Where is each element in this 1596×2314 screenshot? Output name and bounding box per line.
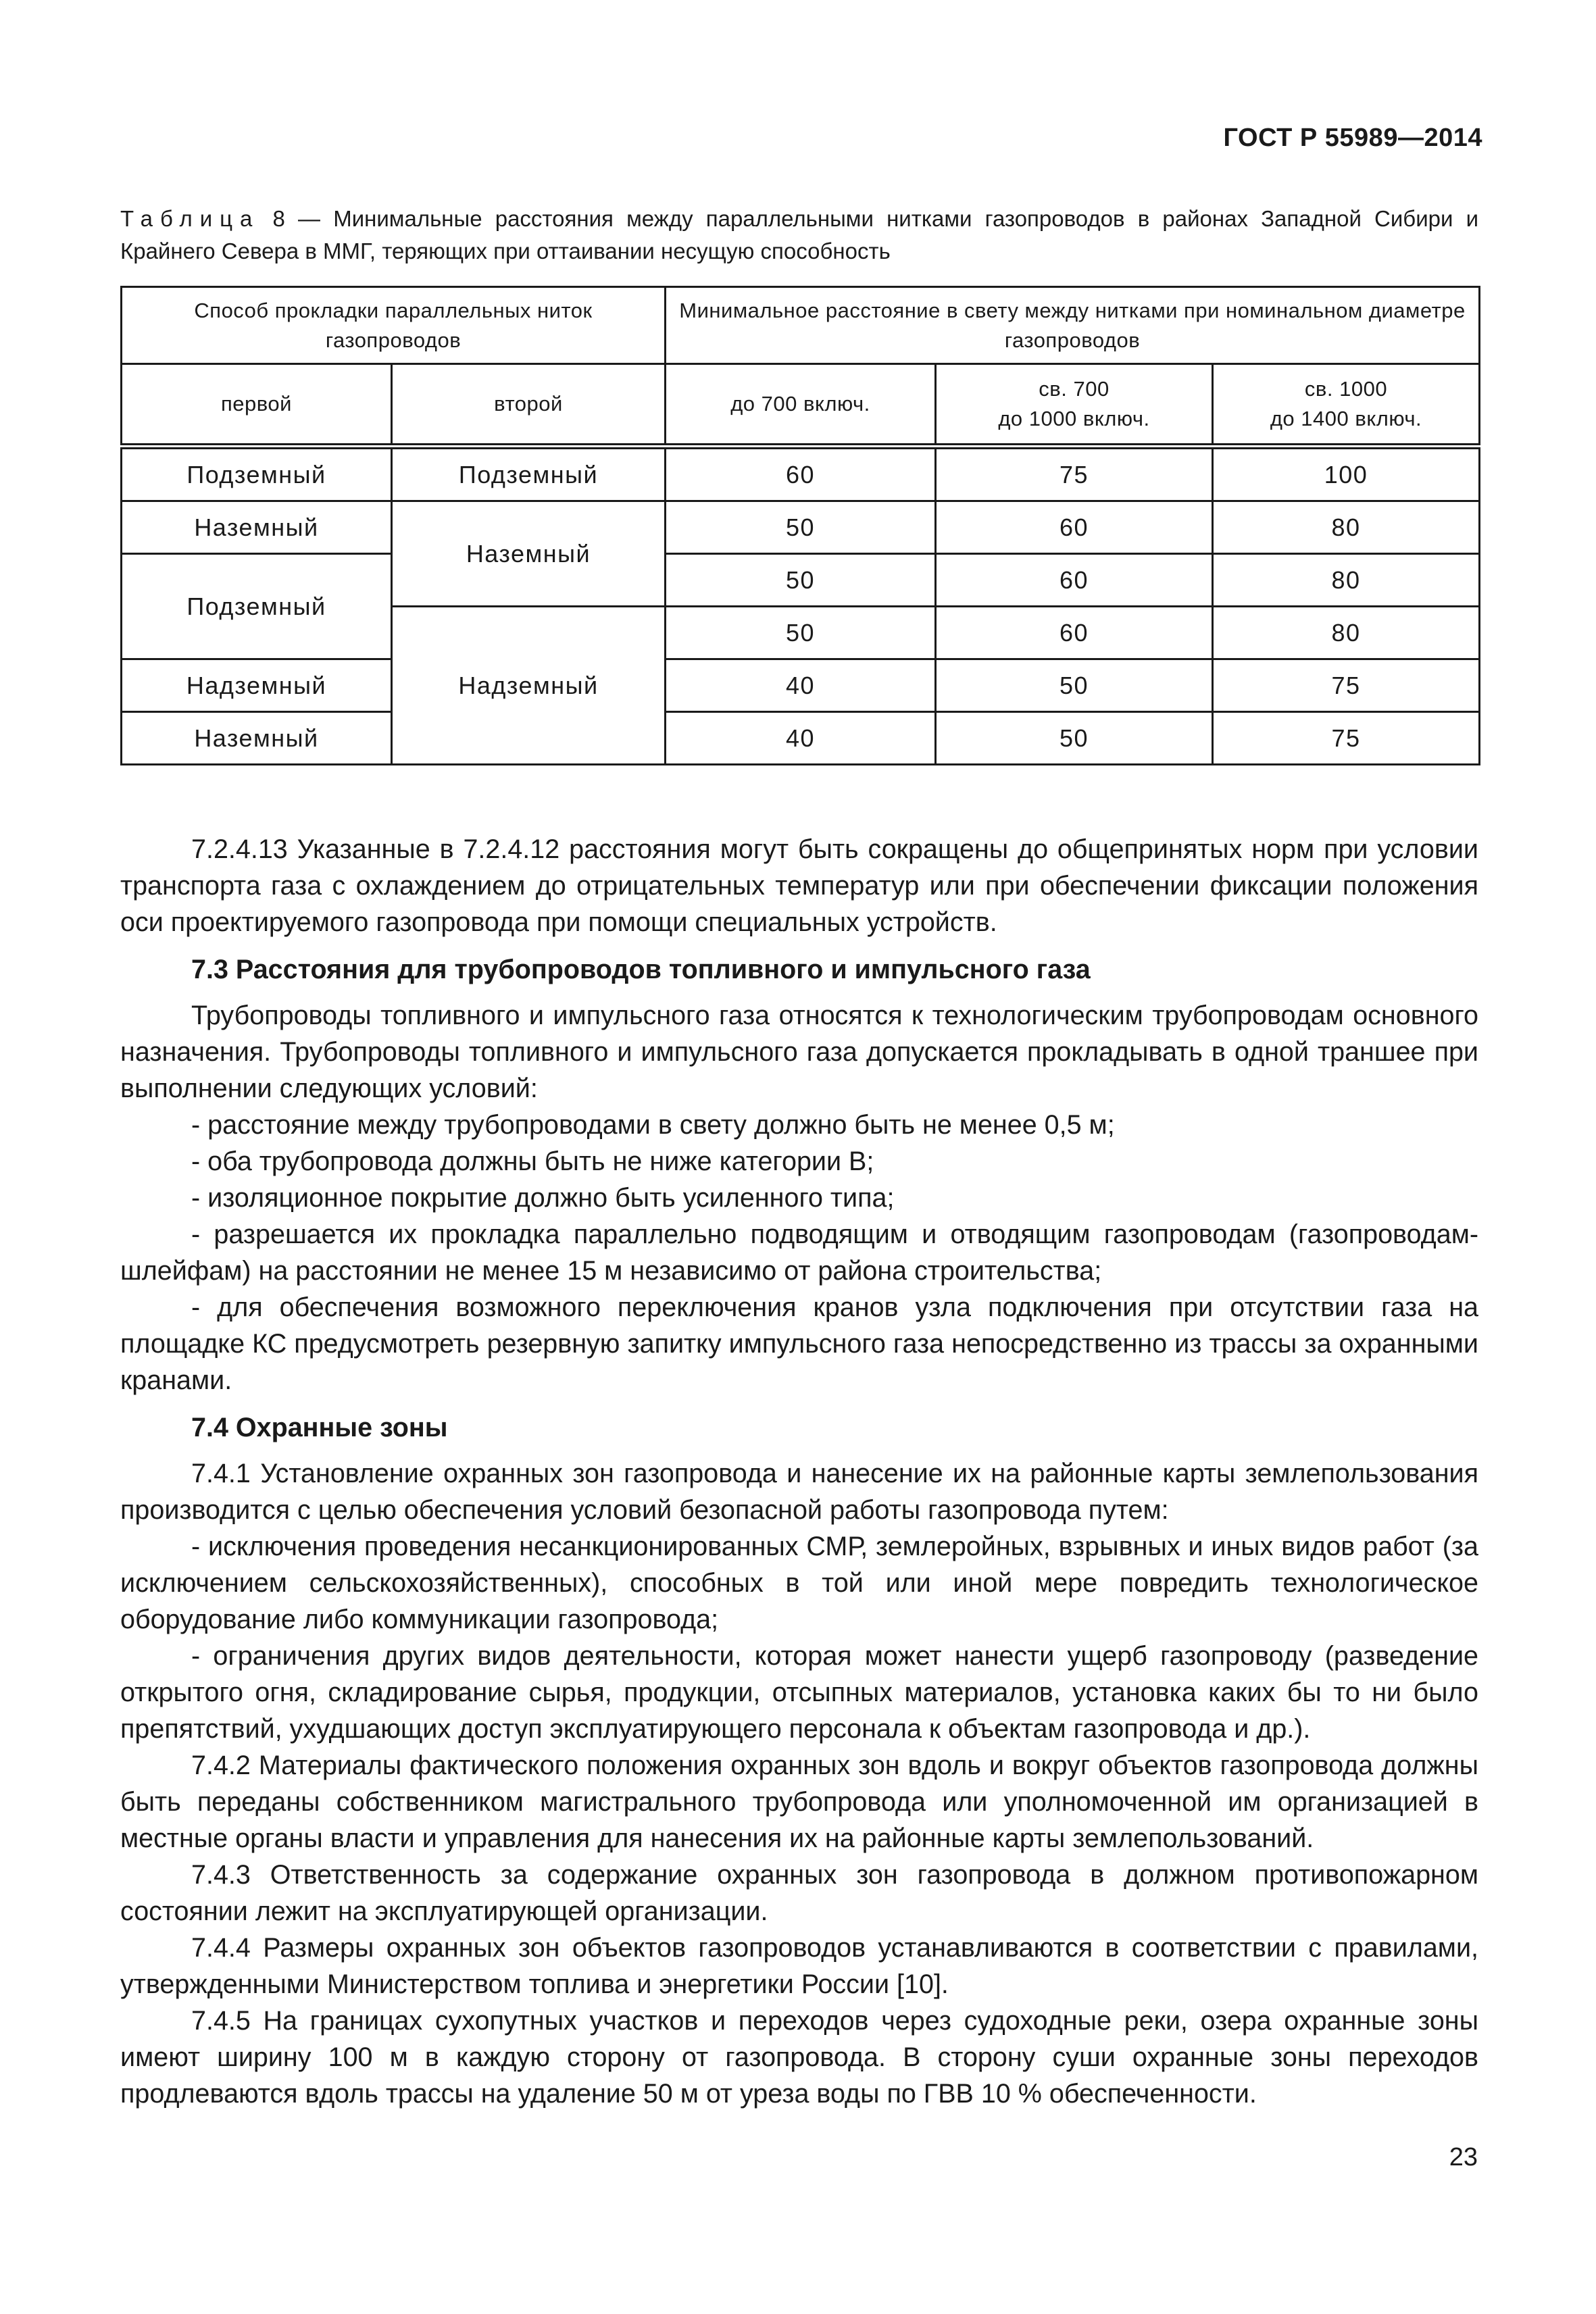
header-distance: Минимальное расстояние в свету между нитками при номинальном диаметре газопроводов [666, 287, 1480, 364]
heading-7-3: 7.3 Расстояния для трубопроводов топливного и импульсного газа [191, 955, 1091, 984]
list-item: - оба трубопровода должны быть не ниже категории В; [191, 1147, 874, 1176]
paragraph-7-4-1: 7.4.1 Установление охранных зон газопровода и нанесение их на районные карты землепользования производится с целью обеспечения условий безопасной работы газопровода путем: [120, 1459, 1478, 1525]
cell-value: 80 [1213, 501, 1480, 554]
cell-first: Наземный [122, 712, 392, 765]
cell-value: 60 [936, 501, 1213, 554]
cell-first: Надземный [122, 659, 392, 712]
table-row [122, 447, 1480, 501]
cell-second: Надземный [392, 607, 666, 765]
cell-first: Подземный [122, 447, 392, 501]
cell-value: 80 [1213, 607, 1480, 659]
cell-value: 60 [666, 447, 936, 501]
table-row [122, 501, 1480, 554]
header-d2 [936, 364, 1213, 447]
header-method: Способ прокладки параллельных ниток газопроводов [122, 287, 666, 364]
cell-value: 50 [936, 659, 1213, 712]
list-item: - расстояние между трубопроводами в свету должно быть не менее 0,5 м; [191, 1110, 1115, 1140]
paragraph-7-4-2: 7.4.2 Материалы фактического положения охранных зон вдоль и вокруг объектов газопровода должны быть переданы собственником магистрального трубопровода или уполномоченной им организацией в местные органы власти и управления для нанесения их на районные карты землепользований. [120, 1751, 1478, 1853]
table-header-row [122, 287, 1480, 364]
table-caption-word: Таблица [120, 206, 260, 231]
cell-value: 40 [666, 659, 936, 712]
paragraph-7-3-intro: Трубопроводы топливного и импульсного газа относятся к технологическим трубопроводам основного назначения. Трубопроводы топливного и импульсного газа допускается прокладывать в одной траншее при выполнении следующих условий: [120, 1001, 1478, 1103]
heading-7-4: 7.4 Охранные зоны [191, 1413, 448, 1442]
header-d1: до 700 включ. [666, 364, 936, 447]
list-item: - изоляционное покрытие должно быть усиленного типа; [191, 1183, 895, 1213]
header-second: второй [392, 364, 666, 447]
table-subheader-row [122, 364, 1480, 447]
cell-second: Подземный [392, 447, 666, 501]
cell-second: Наземный [392, 501, 666, 607]
table-row [122, 659, 1480, 712]
cell-value: 75 [936, 447, 1213, 501]
header-d2-line1: св. 700 [1039, 377, 1109, 401]
list-item: - разрешается их прокладка параллельно подводящим и отводящим газопроводам (газопроводам-шлейфам) на расстоянии не менее 15 м независимо от района строительства; [120, 1219, 1478, 1286]
distances-table [120, 286, 1480, 765]
header-first: первой [122, 364, 392, 447]
header-d3 [1213, 364, 1480, 447]
table-row [122, 554, 1480, 607]
standard-id: ГОСТ Р 55989—2014 [1223, 124, 1482, 152]
paragraph-7-4-4: 7.4.4 Размеры охранных зон объектов газопроводов устанавливаются в соответствии с правилами, утвержденными Министерством топлива и энергетики России [10]. [120, 1933, 1478, 1999]
table-caption [120, 203, 1478, 268]
cell-value: 50 [666, 501, 936, 554]
cell-first: Подземный [122, 554, 392, 659]
header-d3-line2: до 1400 включ. [1270, 407, 1422, 430]
table-caption-text: — Минимальные расстояния между параллельными нитками газопроводов в районах Западной Сибири и Крайнего Севера в ММГ, теряющих при оттаивании несущую способность [120, 206, 1478, 263]
table-caption-number: 8 [272, 206, 285, 231]
header-d2-line2: до 1000 включ. [998, 407, 1150, 430]
list-item: - ограничения других видов деятельности, которая может нанести ущерб газопроводу (разведение открытого огня, складирование сырья, продукции, отсыпных материалов, установка каких бы то ни было препятствий, ухудшающих доступ эксплуатирующего персонала к объектам газопровода и др.). [120, 1641, 1478, 1744]
cell-value: 75 [1213, 659, 1480, 712]
cell-value: 75 [1213, 712, 1480, 765]
body-text [120, 831, 1478, 2112]
cell-value: 100 [1213, 447, 1480, 501]
header-d3-line1: св. 1000 [1304, 377, 1388, 401]
paragraph-7-4-3: 7.4.3 Ответственность за содержание охранных зон газопровода в должном противопожарном состоянии лежит на эксплуатирующей организации. [120, 1860, 1478, 1926]
page-number: 23 [1449, 2143, 1478, 2171]
cell-value: 40 [666, 712, 936, 765]
list-item: - исключения проведения несанкционированных СМР, землеройных, взрывных и иных видов работ (за исключением сельскохозяйственных), способных в той или иной мере повредить технологическое оборудование либо коммуникации газопровода; [120, 1532, 1478, 1634]
cell-value: 50 [666, 554, 936, 607]
list-item: - для обеспечения возможного переключения кранов узла подключения при отсутствии газа на площадке КС предусмотреть резервную запитку импульсного газа непосредственно из трассы за охранными кранами. [120, 1292, 1478, 1395]
paragraph-7-2-4-13: 7.2.4.13 Указанные в 7.2.4.12 расстояния могут быть сокращены до общепринятых норм при условии транспорта газа с охлаждением до отрицательных температур или при обеспечении фиксации положения оси проектируемого газопровода при помощи специальных устройств. [120, 834, 1478, 937]
cell-value: 60 [936, 554, 1213, 607]
table-row [122, 712, 1480, 765]
paragraph-7-4-5: 7.4.5 На границах сухопутных участков и переходов через судоходные реки, озера охранные зоны имеют ширину 100 м в каждую сторону от газопровода. В сторону суши охранные зоны переходов продлеваются вдоль трассы на удаление 50 м от уреза воды по ГВВ 10 % обеспеченности. [120, 2006, 1478, 2109]
cell-value: 50 [936, 712, 1213, 765]
cell-value: 80 [1213, 554, 1480, 607]
cell-value: 60 [936, 607, 1213, 659]
cell-value: 50 [666, 607, 936, 659]
cell-first: Наземный [122, 501, 392, 554]
